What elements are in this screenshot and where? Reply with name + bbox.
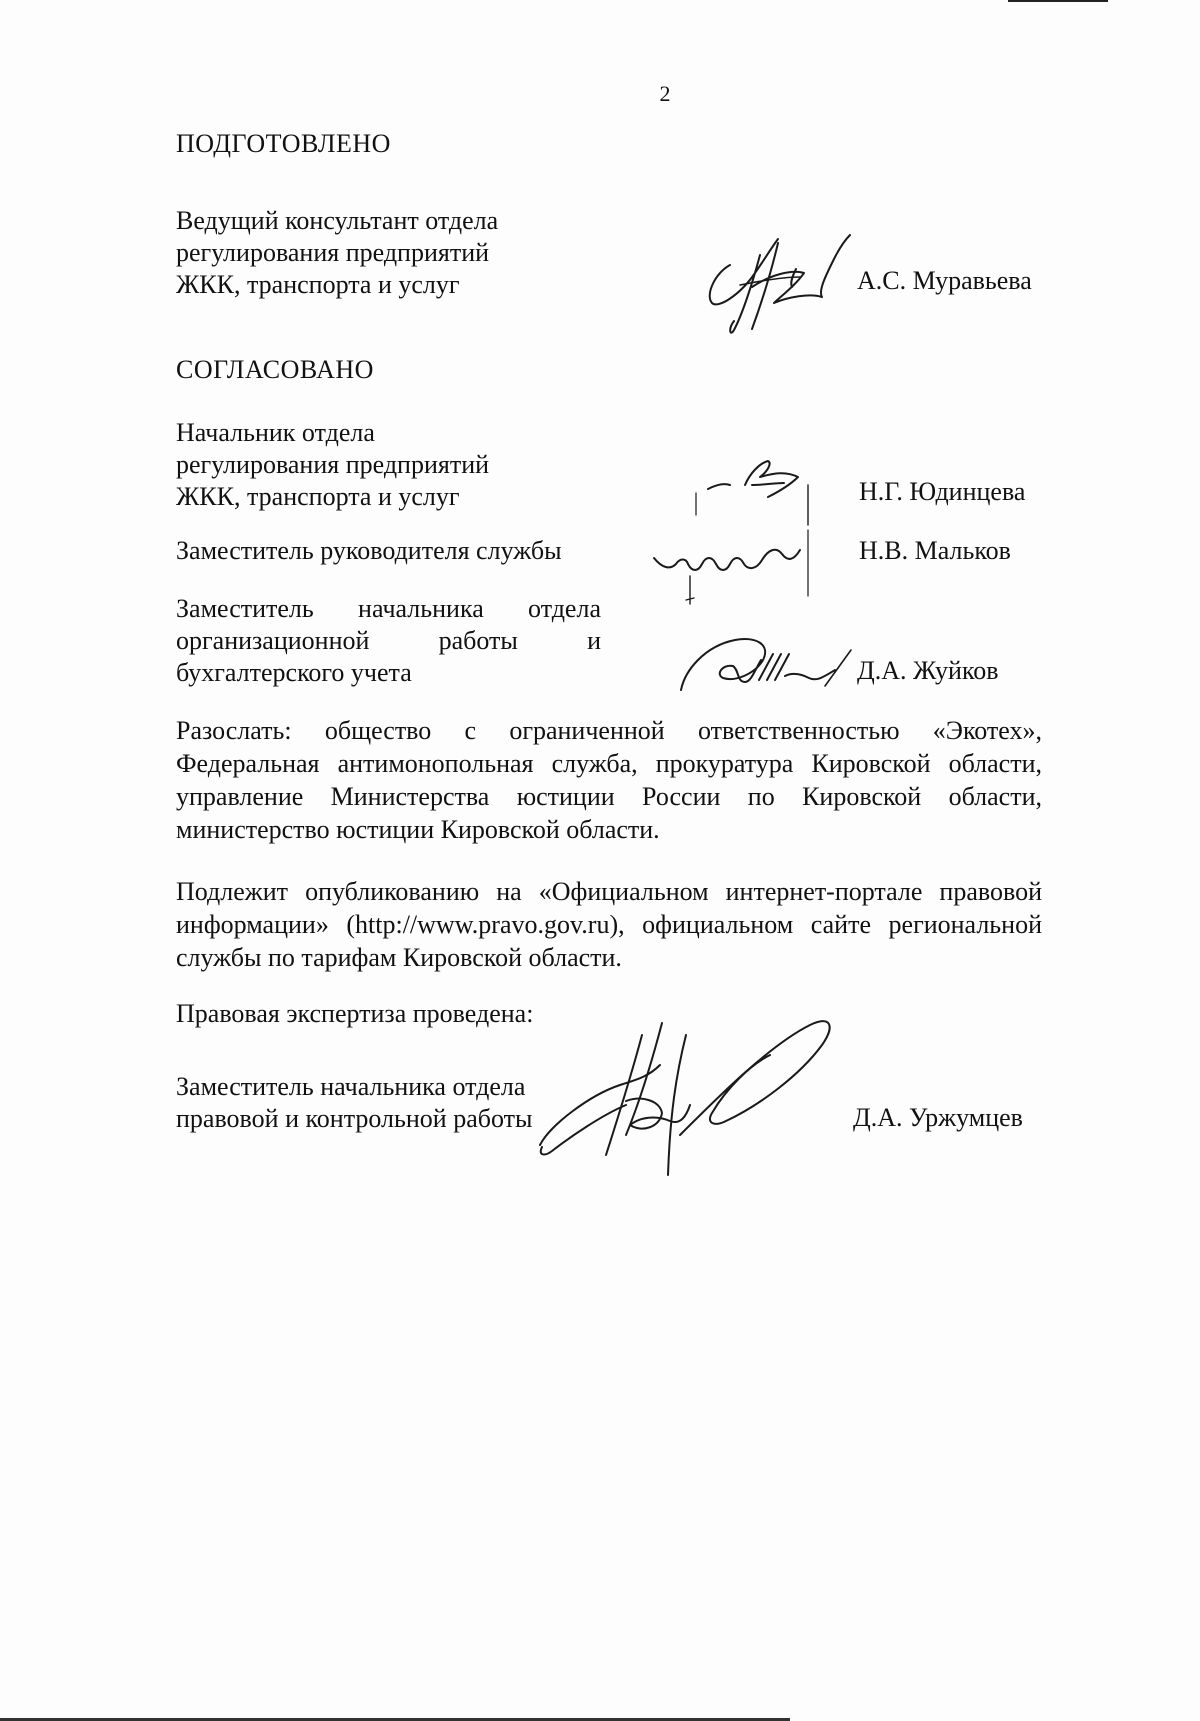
approver-1-position-line: регулирования предприятий [176, 450, 490, 479]
signature-muravyeva [700, 225, 860, 340]
signature-zhuykov [675, 630, 865, 700]
publication-line: службы по тарифам Кировской области. [176, 943, 622, 972]
prepared-position-line: Ведущий консультант отдела [176, 206, 499, 235]
legal-review-position-line: правовой и контрольной работы [176, 1104, 533, 1133]
distribution-line: министерство юстиции Кировской области. [176, 815, 660, 844]
publication-line: Подлежит опубликованию на «Официальном интернет-портале правовой [176, 877, 1042, 906]
approver-3-position-line [176, 625, 601, 657]
approver-3-word: организационной [176, 626, 370, 655]
distribution-paragraph [176, 714, 1042, 846]
approver-3-word: и [587, 626, 601, 655]
signature-yudintseva [690, 455, 830, 530]
distribution-line: Разослать: общество с ограниченной ответственностью «Экотех», [176, 716, 1042, 745]
approver-1-name: Н.Г. Юдинцева [859, 477, 1026, 506]
approver-3-position-line [176, 593, 601, 625]
prepared-position-line: регулирования предприятий [176, 238, 490, 267]
publication-line: информации» (http://www.pravo.gov.ru), официальном сайте региональной [176, 910, 1042, 939]
signature-urzhumtsev [530, 1005, 840, 1180]
distribution-line: управление Министерства юстиции России по Кировской области, [176, 782, 1042, 811]
prepared-position [176, 205, 498, 301]
approver-3-word: Заместитель [176, 594, 314, 623]
approver-3-name: Д.А. Жуйков [857, 656, 999, 685]
legal-review-name: Д.А. Уржумцев [853, 1103, 1023, 1132]
signature-malkov [650, 520, 840, 610]
approver-3-position-line: бухгалтерского учета [176, 658, 412, 687]
approver-2-name: Н.В. Мальков [859, 536, 1011, 565]
approver-2-position-line: Заместитель руководителя службы [176, 536, 562, 565]
prepared-name: А.С. Муравьева [857, 266, 1032, 295]
approver-3-position [176, 593, 601, 689]
top-edge-line [1008, 0, 1108, 2]
page-number: 2 [659, 81, 671, 106]
approver-2-position [176, 535, 562, 567]
approver-3-word: начальника [358, 594, 484, 623]
approver-1-position [176, 417, 489, 513]
legal-review-position-line: Заместитель начальника отдела [176, 1072, 526, 1101]
approver-1-position-line: Начальник отдела [176, 418, 375, 447]
approved-heading: СОГЛАСОВАНО [176, 355, 374, 384]
prepared-heading: ПОДГОТОВЛЕНО [176, 129, 391, 158]
approver-1-position-line: ЖКК, транспорта и услуг [176, 482, 460, 511]
approver-3-word: отдела [528, 594, 601, 623]
publication-paragraph [176, 875, 1042, 974]
legal-review-position [176, 1071, 532, 1135]
distribution-line: Федеральная антимонопольная служба, прокуратура Кировской области, [176, 749, 1042, 778]
legal-review-statement: Правовая экспертиза проведена: [176, 999, 534, 1028]
approver-3-word: работы [438, 626, 518, 655]
prepared-position-line: ЖКК, транспорта и услуг [176, 270, 460, 299]
